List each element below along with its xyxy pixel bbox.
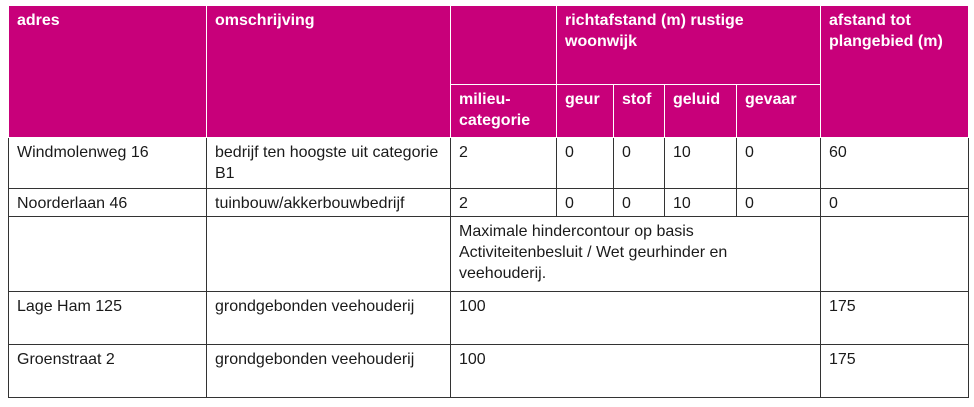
- cell-afstand: [821, 217, 969, 292]
- header-milieucategorie: milieu-categorie: [451, 85, 557, 138]
- table-row: [9, 217, 969, 292]
- cell-milieucategorie: 2: [451, 138, 557, 189]
- cell-afstand: 0: [821, 189, 969, 217]
- distance-table: [8, 5, 969, 398]
- cell-milieucategorie: 2: [451, 189, 557, 217]
- cell-omschrijving: grondgebonden veehouderij: [207, 345, 451, 398]
- cell-geluid: 10: [665, 138, 737, 189]
- cell-gevaar: 0: [737, 189, 821, 217]
- cell-afstand: 60: [821, 138, 969, 189]
- header-geluid: geluid: [665, 85, 737, 138]
- cell-richtafstand: 100: [451, 345, 821, 398]
- cell-afstand: 175: [821, 292, 969, 345]
- cell-adres: [9, 217, 207, 292]
- cell-omschrijving: tuinbouw/akkerbouwbedrijf: [207, 189, 451, 217]
- cell-omschrijving: grondgebonden veehouderij: [207, 292, 451, 345]
- cell-adres: Noorderlaan 46: [9, 189, 207, 217]
- cell-omschrijving: [207, 217, 451, 292]
- cell-omschrijving: bedrijf ten hoogste uit categorie B1: [207, 138, 451, 189]
- table-row: [9, 292, 969, 345]
- table-row: [9, 138, 969, 189]
- cell-adres: Lage Ham 125: [9, 292, 207, 345]
- cell-stof: 0: [614, 189, 665, 217]
- header-afstand: afstand tot plangebied (m): [821, 6, 969, 138]
- cell-stof: 0: [614, 138, 665, 189]
- header-omschrijving: omschrijving: [207, 6, 451, 138]
- header-gevaar: gevaar: [737, 85, 821, 138]
- header-stof: stof: [614, 85, 665, 138]
- table-row: [9, 345, 969, 398]
- header-adres: adres: [9, 6, 207, 138]
- cell-richtafstand: 100: [451, 292, 821, 345]
- header-geur: geur: [557, 85, 614, 138]
- cell-geur: 0: [557, 189, 614, 217]
- cell-geur: 0: [557, 138, 614, 189]
- cell-gevaar: 0: [737, 138, 821, 189]
- header-richtafstand: richtafstand (m) rustige woonwijk: [557, 6, 821, 85]
- cell-geluid: 10: [665, 189, 737, 217]
- cell-adres: Windmolenweg 16: [9, 138, 207, 189]
- table-row: [9, 189, 969, 217]
- cell-adres: Groenstraat 2: [9, 345, 207, 398]
- cell-note: Maximale hindercontour op basis Activiteitenbesluit / Wet geurhinder en veehouderij.: [451, 217, 821, 292]
- cell-afstand: 175: [821, 345, 969, 398]
- header-empty: [451, 6, 557, 85]
